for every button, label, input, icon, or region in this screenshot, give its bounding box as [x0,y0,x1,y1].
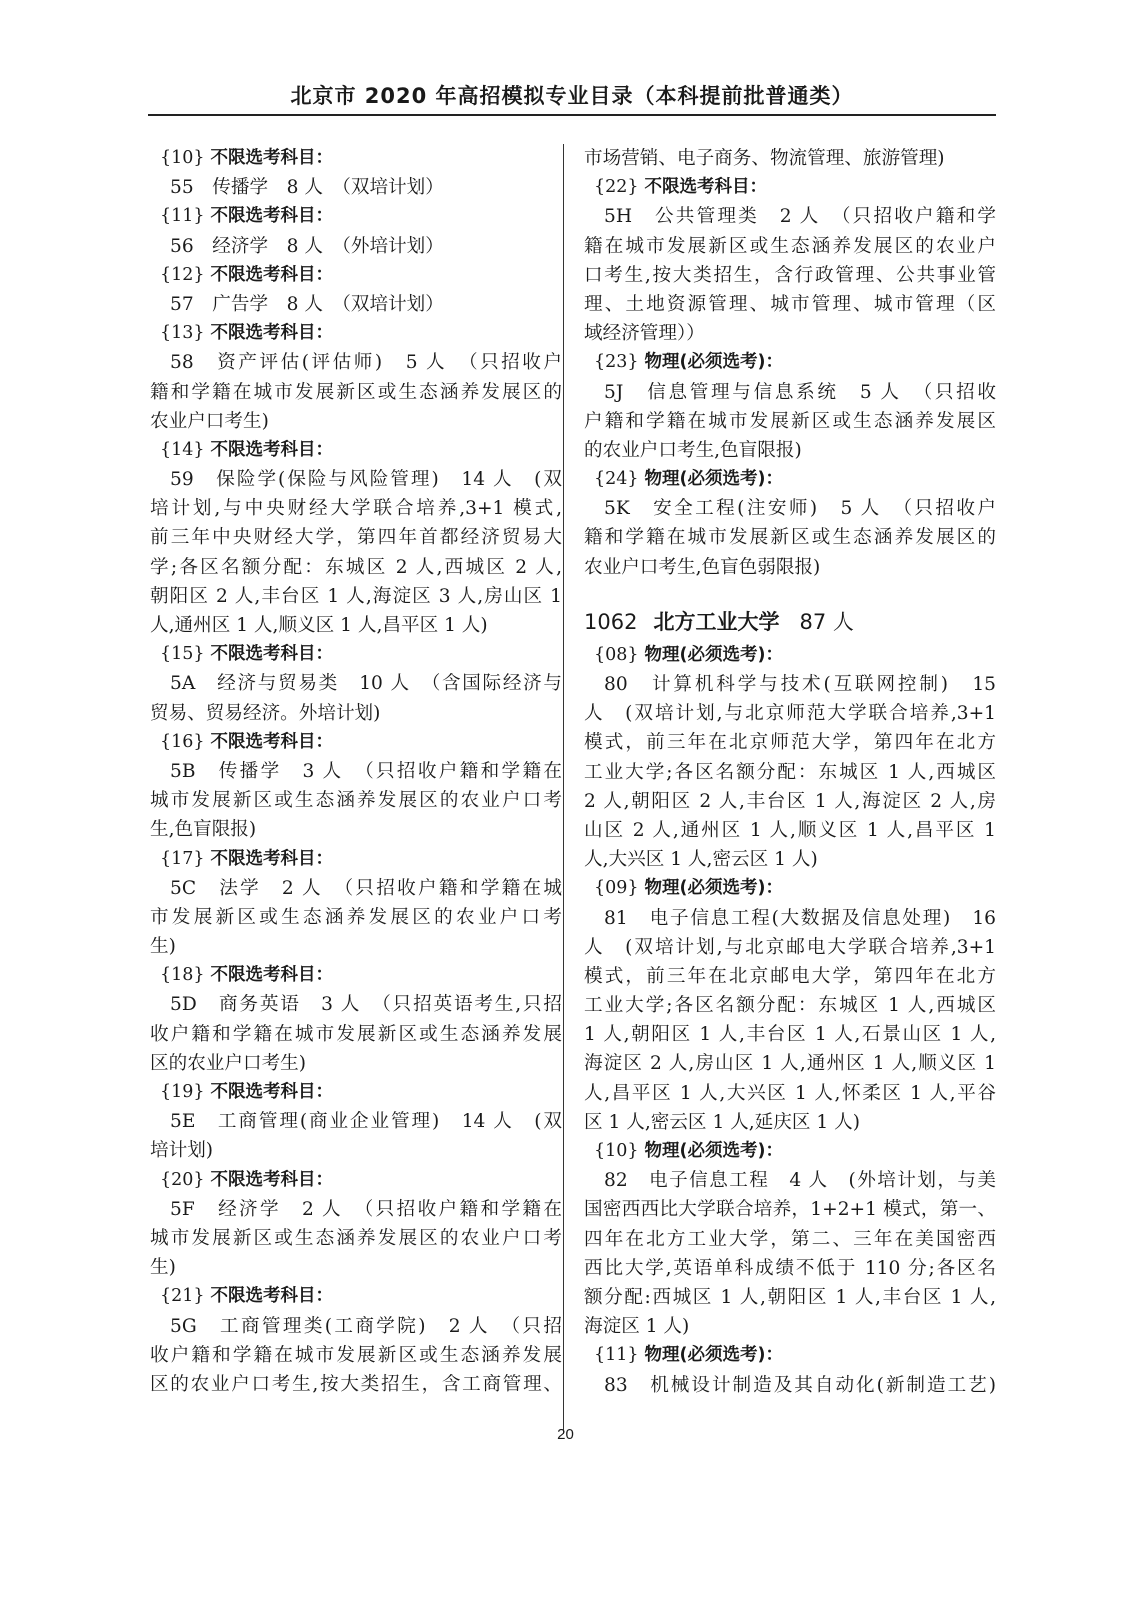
major-entry-continuation: 市发展新区或生态涵养发展区的农业户口考 [150,906,562,928]
subject-group-heading [584,1137,996,1166]
group-requirement: 不限选考科目： [644,177,768,198]
left-column [150,144,562,1399]
group-code: {17} [160,848,205,869]
major-entry: 5A 经济与贸易类 10 人 （含国际经济与 [170,673,562,695]
major-entry-continuation: 的农业户口考生,色盲限报) [584,439,802,461]
major-entry: 5F 经济学 2 人 （只招收户籍和学籍在 [170,1198,562,1220]
group-code: {22} [594,177,639,198]
group-requirement: 物理(必须选考)： [644,1345,784,1366]
school-heading [584,603,996,641]
group-requirement: 不限选考科目： [210,148,334,168]
major-entry: 56 经济学 8 人 （外培计划） [170,235,444,257]
subject-group-heading [584,173,996,202]
major-entry-continuation: 籍在城市发展新区或生态涵养发展区的农业户 [584,235,996,257]
subject-group-heading [584,465,996,494]
group-requirement: 不限选考科目： [210,1286,334,1307]
major-entry: 81 电子信息工程(大数据及信息处理) 16 [604,907,996,929]
school-enrollment-count: 87 人 [799,609,854,634]
group-requirement: 不限选考科目： [210,264,334,285]
major-entry-continuation: 2 人,朝阳区 2 人,丰台区 1 人,海淀区 2 人,房 [584,790,996,812]
major-entry: 5K 安全工程(注安师) 5 人 （只招收户 [604,498,996,520]
major-entry: 55 传播学 8 人 （双培计划） [170,177,444,199]
group-code: {10} [594,1141,639,1161]
major-entry-continuation: 区 1 人,密云区 1 人,延庆区 1 人) [584,1111,860,1133]
major-entry-continuation: 朝阳区 2 人,丰台区 1 人,海淀区 3 人,房山区 1 [150,585,562,607]
major-entry-continuation: 人 (双培计划,与北京师范大学联合培养,3+1 [584,703,996,725]
group-requirement: 不限选考科目： [210,1169,334,1190]
page-number: 20 [557,1426,574,1443]
major-entry-continuation: 海淀区 1 人) [584,1316,690,1338]
group-code: {16} [160,731,205,752]
major-entry-continuation: 区的农业户口考生,按大类招生，含工商管理、 [150,1373,562,1395]
major-entry-continuation: 人,昌平区 1 人,大兴区 1 人,怀柔区 1 人,平谷 [584,1082,996,1104]
subject-group-heading [150,1078,562,1107]
group-requirement: 物理(必须选考)： [644,878,784,899]
group-requirement: 不限选考科目： [210,1082,334,1102]
group-requirement: 不限选考科目： [210,965,334,986]
major-entry-continuation: 人,大兴区 1 人,密云区 1 人) [584,849,818,871]
major-entry: 5E 工商管理(商业企业管理) 14 人 (双 [170,1111,562,1133]
subject-group-heading [150,436,562,465]
group-code: {24} [594,469,639,490]
group-code: {12} [160,264,205,285]
major-entry: 80 计算机科学与技术(互联网控制) 15 [604,674,996,695]
major-entry-continuation: 人,通州区 1 人,顺义区 1 人,昌平区 1 人) [150,615,488,636]
major-entry: 5G 工商管理类(工商学院) 2 人 （只招 [170,1315,562,1337]
major-entry: 57 广告学 8 人 （双培计划） [170,293,444,315]
subject-group-heading [584,1341,996,1370]
major-entry-continuation: 培计划) [150,1140,214,1162]
group-code: {11} [160,206,205,227]
major-entry: 5B 传播学 3 人 （只招收户籍和学籍在 [170,760,562,782]
subject-group-heading [150,961,562,990]
major-entry-continuation: 城市发展新区或生态涵养发展区的农业户口考 [150,790,562,812]
major-entry-continuation: 域经济管理）） [584,323,705,345]
subject-group-heading [584,874,996,903]
major-entry-continuation: 生) [150,936,176,958]
major-entry-continuation: 国密西西比大学联合培养，1+2+1 模式，第一、 [584,1199,996,1221]
subject-group-heading [150,728,562,757]
major-entry-continuation: 籍和学籍在城市发展新区或生态涵养发展区的 [584,527,996,549]
major-entry-continuation: 工业大学;各区名额分配：东城区 1 人,西城区 [584,761,996,783]
major-entry-continuation: 海淀区 2 人,房山区 1 人,通州区 1 人,顺义区 1 [584,1053,996,1075]
subject-group-heading [150,1166,562,1195]
group-code: {15} [160,644,205,665]
major-entry: 82 电子信息工程 4 人 (外培计划，与美 [604,1170,996,1192]
group-code: {13} [160,323,205,344]
subject-group-heading [150,261,562,290]
major-entry-continuation: 人 (双培计划,与北京邮电大学联合培养,3+1 [584,936,996,958]
major-entry-continuation: 农业户口考生) [150,410,269,432]
school-name: 北方工业大学 [653,609,780,634]
major-entry-continuation: 籍和学籍在城市发展新区或生态涵养发展区的 [150,381,562,403]
subject-group-heading [150,845,562,874]
major-entry-continuation: 模式，前三年在北京邮电大学，第四年在北方 [584,965,996,987]
major-entry-continuation: 模式，前三年在北京师范大学，第四年在北方 [584,732,996,754]
major-entry-continuation: 市场营销、电子商务、物流管理、旅游管理) [584,148,945,169]
major-entry-continuation: 生) [150,1257,176,1279]
group-requirement: 物理(必须选考)： [644,644,784,665]
subject-group-heading [150,640,562,669]
major-entry-continuation: 前三年中央财经大学，第四年首都经济贸易大 [150,527,562,549]
group-code: {19} [160,1082,205,1102]
group-requirement: 物理(必须选考)： [644,1141,784,1161]
major-entry: 5J 信息管理与信息系统 5 人 （只招收 [604,381,996,403]
subject-group-heading [150,202,562,231]
major-entry: 83 机械设计制造及其自动化(新制造工艺) [604,1374,996,1396]
group-requirement: 不限选考科目： [210,644,334,665]
major-entry: 5C 法学 2 人 （只招收户籍和学籍在城 [170,877,562,899]
major-entry-continuation: 培计划,与中央财经大学联合培养,3+1 模式, [150,498,562,520]
group-requirement: 不限选考科目： [210,439,334,460]
group-code: {20} [160,1169,205,1190]
group-requirement: 物理(必须选考)： [644,469,784,490]
major-entry-continuation: 理、土地资源管理、城市管理、城市管理（区 [584,293,996,315]
major-entry-continuation: 西比大学,英语单科成绩不低于 110 分;各区名 [584,1257,996,1279]
subject-group-heading [150,319,562,348]
major-entry-continuation: 收户籍和学籍在城市发展新区或生态涵养发展 [150,1344,562,1366]
group-requirement: 不限选考科目： [210,206,334,227]
group-code: {11} [594,1345,639,1366]
subject-group-heading [584,348,996,377]
group-code: {18} [160,965,205,986]
major-entry-continuation: 四年在北方工业大学，第二、三年在美国密西 [584,1228,996,1250]
group-code: {21} [160,1286,205,1307]
major-entry-continuation: 工业大学;各区名额分配：东城区 1 人,西城区 [584,995,996,1017]
subject-group-heading [150,1282,562,1311]
group-code: {23} [594,352,639,373]
major-entry-continuation: 城市发展新区或生态涵养发展区的农业户口考 [150,1227,562,1249]
page-title: 北京市 2020 年高招模拟专业目录（本科提前批普通类） [290,84,854,108]
school-code: 1062 [584,609,638,634]
page-header [148,74,996,116]
major-entry-continuation: 贸易、贸易经济。外培计划) [150,702,381,724]
major-entry: 5D 商务英语 3 人 （只招英语考生,只招 [170,994,562,1016]
group-requirement: 物理(必须选考)： [644,352,784,373]
group-code: {08} [594,644,639,665]
major-entry-continuation: 收户籍和学籍在城市发展新区或生态涵养发展 [150,1023,562,1045]
major-entry-continuation: 区的农业户口考生) [150,1052,307,1074]
major-entry-continuation: 户籍和学籍在城市发展新区或生态涵养发展区 [584,410,996,432]
column-divider [563,144,564,1434]
subject-group-heading [150,144,562,173]
group-requirement: 不限选考科目： [210,323,334,344]
major-entry-continuation: 山区 2 人,通州区 1 人,顺义区 1 人,昌平区 1 [584,819,996,841]
major-entry-continuation: 1 人,朝阳区 1 人,丰台区 1 人,石景山区 1 人, [584,1024,996,1046]
right-column [584,144,996,1400]
major-entry: 58 资产评估(评估师) 5 人 （只招收户 [170,352,562,374]
major-entry: 59 保险学(保险与风险管理) 14 人 (双 [170,469,562,491]
section-spacer [584,582,996,603]
subject-group-heading [584,641,996,670]
group-requirement: 不限选考科目： [210,731,334,752]
group-code: {09} [594,878,639,899]
major-entry-continuation: 口考生,按大类招生，含行政管理、公共事业管 [584,264,996,286]
major-entry-continuation: 额分配:西城区 1 人,朝阳区 1 人,丰台区 1 人, [584,1286,996,1308]
major-entry-continuation: 生,色盲限报) [150,819,257,841]
major-entry: 5H 公共管理类 2 人 （只招收户籍和学 [604,206,996,228]
group-code: {10} [160,148,205,168]
major-entry-continuation: 农业户口考生,色盲色弱限报) [584,556,821,578]
group-code: {14} [160,439,205,460]
major-entry-continuation: 学;各区名额分配：东城区 2 人,西城区 2 人, [150,556,562,578]
group-requirement: 不限选考科目： [210,848,334,869]
